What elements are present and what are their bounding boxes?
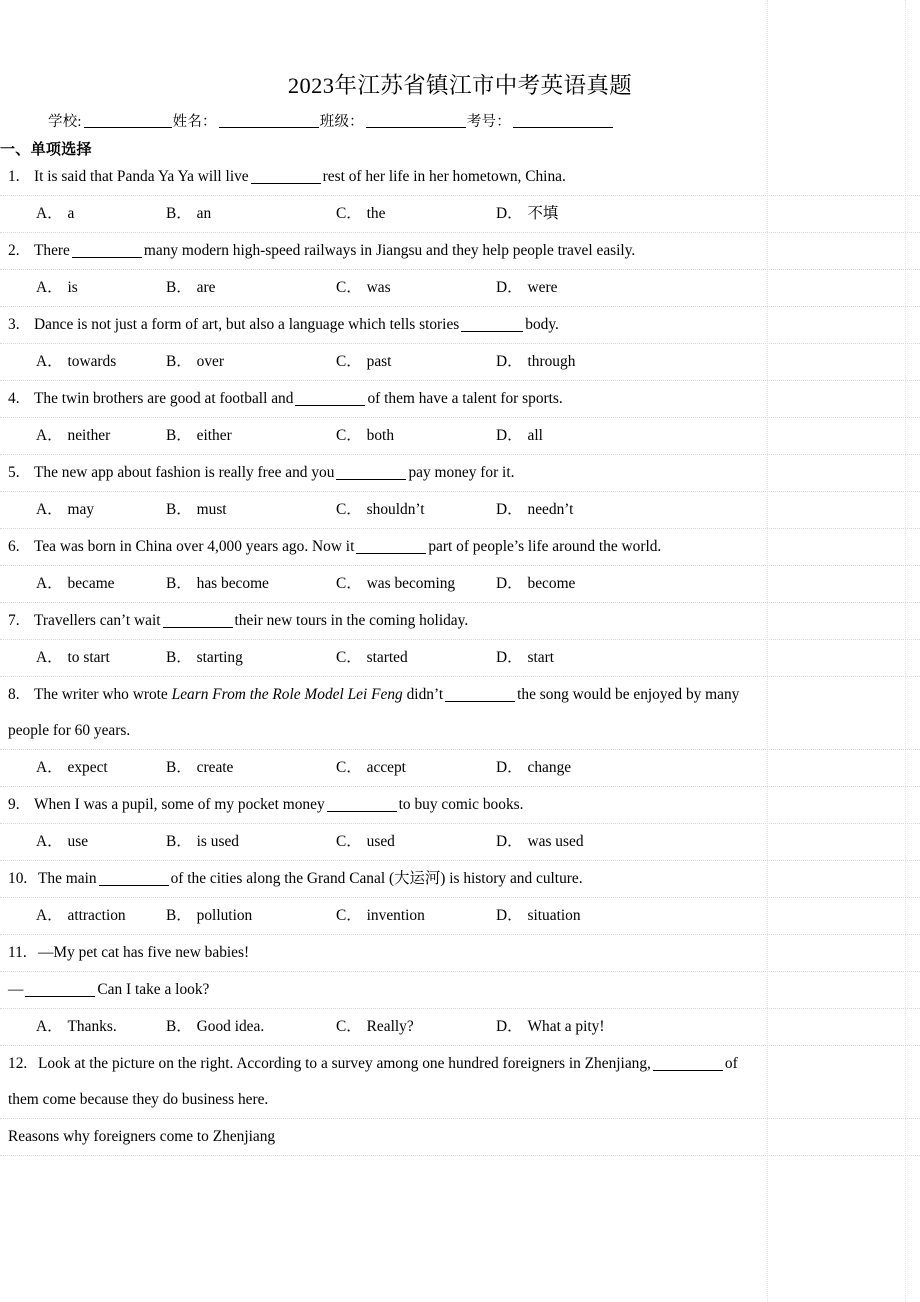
options-group bbox=[0, 344, 920, 380]
question-options-row bbox=[0, 418, 920, 455]
option-c-text: both bbox=[366, 427, 395, 444]
option-a[interactable] bbox=[36, 196, 74, 232]
question-stem-line2 bbox=[0, 972, 920, 1008]
options-group bbox=[0, 1009, 920, 1045]
option-b[interactable] bbox=[166, 750, 233, 786]
option-d-text: through bbox=[527, 353, 576, 370]
option-c[interactable] bbox=[336, 492, 425, 528]
option-b-text: must bbox=[196, 501, 227, 518]
stem-text-after: rest of her life in her hometown, China. bbox=[322, 168, 566, 185]
question-stem-row bbox=[0, 935, 920, 972]
option-b[interactable] bbox=[166, 1009, 264, 1045]
exam-number-field-label: 考号： bbox=[466, 114, 511, 130]
option-d-text: situation bbox=[527, 907, 581, 924]
option-c-label: C． bbox=[336, 205, 362, 222]
option-d-label: D． bbox=[496, 279, 523, 296]
option-c-label: C． bbox=[336, 759, 362, 776]
option-d-text: were bbox=[527, 279, 558, 296]
option-a[interactable] bbox=[36, 492, 94, 528]
question-number: 2. bbox=[8, 242, 20, 259]
question-options-row bbox=[0, 344, 920, 381]
option-a-label: A． bbox=[36, 759, 63, 776]
option-a[interactable] bbox=[36, 898, 126, 934]
option-d[interactable] bbox=[496, 270, 557, 306]
option-b[interactable] bbox=[166, 196, 211, 232]
option-d-label: D． bbox=[496, 205, 523, 222]
option-a-text: Thanks. bbox=[67, 1018, 117, 1035]
question-stem bbox=[0, 529, 920, 565]
option-b-label: B． bbox=[166, 907, 192, 924]
option-b-text: an bbox=[196, 205, 212, 222]
option-c[interactable] bbox=[336, 898, 425, 934]
option-d-label: D． bbox=[496, 649, 523, 666]
option-b[interactable] bbox=[166, 344, 224, 380]
option-a[interactable] bbox=[36, 824, 88, 860]
question-stem-row-continued bbox=[0, 972, 920, 1009]
option-b-text: pollution bbox=[196, 907, 253, 924]
option-d-text: was used bbox=[527, 833, 584, 850]
option-b-text: Good idea. bbox=[196, 1018, 265, 1035]
option-c-label: C． bbox=[336, 907, 362, 924]
question-stem-row bbox=[0, 455, 920, 492]
option-a-text: is bbox=[67, 279, 78, 296]
stem-text-after: part of people’s life around the world. bbox=[428, 538, 662, 555]
answer-blank[interactable] bbox=[445, 701, 515, 702]
option-a[interactable] bbox=[36, 344, 116, 380]
question-options-row bbox=[0, 640, 920, 677]
options-group bbox=[0, 750, 920, 786]
options-group bbox=[0, 270, 920, 306]
option-b-label: B． bbox=[166, 501, 192, 518]
option-b[interactable] bbox=[166, 640, 243, 676]
option-d[interactable] bbox=[496, 824, 584, 860]
option-b[interactable] bbox=[166, 492, 227, 528]
option-b-label: B． bbox=[166, 833, 192, 850]
option-c[interactable] bbox=[336, 344, 391, 380]
stem-text-before: Look at the picture on the right. According to a survey among one hundred foreigners in Zhenjiang, bbox=[38, 1055, 651, 1072]
stem-text-after: of them come because they do business here. bbox=[8, 1055, 738, 1108]
option-b[interactable] bbox=[166, 898, 252, 934]
option-d[interactable] bbox=[496, 566, 575, 602]
question-item bbox=[0, 603, 920, 677]
question-stem-row bbox=[0, 677, 920, 750]
option-b[interactable] bbox=[166, 418, 232, 454]
question-options-row bbox=[0, 492, 920, 529]
question-stem bbox=[0, 677, 920, 749]
question-stem bbox=[0, 603, 920, 639]
question-item bbox=[0, 307, 920, 381]
option-b-text: is used bbox=[196, 833, 239, 850]
option-d-text: change bbox=[527, 759, 572, 776]
stem-text-after: of the cities along the Grand Canal (大运河) is history and culture. bbox=[170, 870, 583, 887]
stem-text-before: —My pet cat has five new babies! bbox=[38, 944, 250, 961]
option-d-text: 不填 bbox=[527, 205, 559, 222]
stem-text-after: Can I take a look? bbox=[97, 981, 210, 998]
option-a-text: attraction bbox=[67, 907, 126, 924]
option-a[interactable] bbox=[36, 566, 115, 602]
question-options-row bbox=[0, 270, 920, 307]
question-stem-row bbox=[0, 159, 920, 196]
option-b-label: B． bbox=[166, 353, 192, 370]
question-stem bbox=[0, 381, 920, 417]
question-number: 7. bbox=[8, 612, 20, 629]
option-d[interactable] bbox=[496, 898, 581, 934]
stem-text-before: The main bbox=[38, 870, 97, 887]
class-field-blank[interactable] bbox=[366, 127, 466, 128]
stem-text-after: of them have a talent for sports. bbox=[367, 390, 563, 407]
option-d[interactable] bbox=[496, 640, 554, 676]
question-stem-row bbox=[0, 233, 920, 270]
option-c-label: C． bbox=[336, 353, 362, 370]
question-item bbox=[0, 861, 920, 935]
answer-blank[interactable] bbox=[327, 811, 397, 812]
options-group bbox=[0, 824, 920, 860]
question-number: 12. bbox=[8, 1055, 28, 1072]
option-b-label: B． bbox=[166, 575, 192, 592]
option-d[interactable] bbox=[496, 492, 573, 528]
option-a-label: A． bbox=[36, 1018, 63, 1035]
answer-blank[interactable] bbox=[25, 996, 95, 997]
answer-blank[interactable] bbox=[295, 405, 365, 406]
option-a-label: A． bbox=[36, 649, 63, 666]
option-a-label: A． bbox=[36, 833, 63, 850]
option-d-text: What a pity! bbox=[527, 1018, 605, 1035]
option-a-label: A． bbox=[36, 279, 63, 296]
dialogue-dash: — bbox=[8, 981, 24, 998]
question-options-row bbox=[0, 824, 920, 861]
option-a-label: A． bbox=[36, 575, 63, 592]
option-c[interactable] bbox=[336, 418, 394, 454]
option-c[interactable] bbox=[336, 1009, 414, 1045]
option-b-text: starting bbox=[196, 649, 243, 666]
stem-text-before: When I was a pupil, some of my pocket money bbox=[34, 796, 325, 813]
option-a-label: A． bbox=[36, 501, 63, 518]
question-stem bbox=[0, 935, 920, 971]
option-a-text: neither bbox=[67, 427, 111, 444]
stem-text-before: The twin brothers are good at football and bbox=[34, 390, 294, 407]
question-number: 4. bbox=[8, 390, 20, 407]
question-stem bbox=[0, 861, 920, 897]
option-c-text: was bbox=[366, 279, 391, 296]
question-item bbox=[0, 529, 920, 603]
option-d-label: D． bbox=[496, 575, 523, 592]
option-a-text: a bbox=[67, 205, 75, 222]
option-b-label: B． bbox=[166, 1018, 192, 1035]
stem-text-before: Travellers can’t wait bbox=[34, 612, 161, 629]
option-a-label: A． bbox=[36, 205, 63, 222]
stem-text-mid: didn’t bbox=[406, 686, 444, 703]
question-item bbox=[0, 787, 920, 861]
question-number: 3. bbox=[8, 316, 20, 333]
section-heading-multiple-choice: 一、单项选择 bbox=[0, 142, 92, 158]
stem-text-after: to buy comic books. bbox=[398, 796, 524, 813]
option-a[interactable] bbox=[36, 1009, 117, 1045]
stem-text-after: many modern high-speed railways in Jiangsu and they help people travel easily. bbox=[143, 242, 636, 259]
question-stem-row bbox=[0, 787, 920, 824]
options-group bbox=[0, 640, 920, 676]
option-c-label: C． bbox=[336, 649, 362, 666]
option-a[interactable] bbox=[36, 418, 110, 454]
question-stem-row bbox=[0, 1046, 920, 1119]
answer-blank[interactable] bbox=[336, 479, 406, 480]
option-c-text: accept bbox=[366, 759, 406, 776]
option-c[interactable] bbox=[336, 196, 385, 232]
option-c[interactable] bbox=[336, 270, 391, 306]
stem-text-before: The writer who wrote bbox=[34, 686, 168, 703]
question-stem-row bbox=[0, 861, 920, 898]
option-a-label: A． bbox=[36, 907, 63, 924]
option-b-text: either bbox=[196, 427, 232, 444]
option-b-label: B． bbox=[166, 427, 192, 444]
question-options-row bbox=[0, 750, 920, 787]
answer-blank[interactable] bbox=[356, 553, 426, 554]
stem-text-before: Dance is not just a form of art, but also a language which tells stories bbox=[34, 316, 460, 333]
option-c[interactable] bbox=[336, 640, 408, 676]
option-c-label: C． bbox=[336, 1018, 362, 1035]
question-item bbox=[0, 935, 920, 1046]
option-c[interactable] bbox=[336, 750, 406, 786]
question-item bbox=[0, 159, 920, 233]
option-c-label: C． bbox=[336, 427, 362, 444]
option-d-text: start bbox=[527, 649, 555, 666]
question-item bbox=[0, 455, 920, 529]
option-c-label: C． bbox=[336, 279, 362, 296]
option-b[interactable] bbox=[166, 824, 239, 860]
option-a[interactable] bbox=[36, 640, 110, 676]
option-a-text: towards bbox=[67, 353, 117, 370]
option-c-text: invention bbox=[366, 907, 425, 924]
question-options-row bbox=[0, 196, 920, 233]
question-stem bbox=[0, 233, 920, 269]
option-d-text: become bbox=[527, 575, 576, 592]
option-c-text: shouldn’t bbox=[366, 501, 425, 518]
figure-caption: Reasons why foreigners come to Zhenjiang bbox=[8, 1128, 276, 1145]
question-options-row bbox=[0, 566, 920, 603]
class-field-label: 班级： bbox=[319, 114, 364, 130]
question-number: 1. bbox=[8, 168, 20, 185]
option-d-text: needn’t bbox=[527, 501, 574, 518]
option-b-text: are bbox=[196, 279, 216, 296]
question-stem bbox=[0, 307, 920, 343]
option-a-text: expect bbox=[67, 759, 108, 776]
student-id-line bbox=[0, 99, 920, 131]
question-stem-row bbox=[0, 381, 920, 418]
stem-text-before: There bbox=[34, 242, 70, 259]
stem-text-after: the song would be enjoyed by many people for 60 years. bbox=[8, 686, 740, 739]
option-a-label: A． bbox=[36, 427, 63, 444]
option-d[interactable] bbox=[496, 750, 571, 786]
option-b-text: over bbox=[196, 353, 225, 370]
answer-blank[interactable] bbox=[653, 1070, 723, 1071]
option-a-text: may bbox=[67, 501, 95, 518]
question-options-row bbox=[0, 1009, 920, 1046]
stem-text-before: The new app about fashion is really free and you bbox=[34, 464, 335, 481]
question-stem bbox=[0, 787, 920, 823]
option-a-text: use bbox=[67, 833, 89, 850]
answer-blank[interactable] bbox=[72, 257, 142, 258]
question-stem bbox=[0, 159, 920, 195]
option-b[interactable] bbox=[166, 270, 215, 306]
question-stem-row bbox=[0, 307, 920, 344]
page-title: 2023年江苏省镇江市中考英语真题 bbox=[287, 73, 633, 98]
option-c-text: used bbox=[366, 833, 395, 850]
school-field-blank[interactable] bbox=[84, 127, 172, 128]
question-stem-row bbox=[0, 603, 920, 640]
answer-blank[interactable] bbox=[251, 183, 321, 184]
questions-table bbox=[0, 159, 920, 1156]
option-c-text: the bbox=[366, 205, 386, 222]
option-d-label: D． bbox=[496, 501, 523, 518]
option-b-label: B． bbox=[166, 279, 192, 296]
name-field-label: 姓名： bbox=[172, 114, 217, 130]
option-c-label: C． bbox=[336, 833, 362, 850]
option-d-label: D． bbox=[496, 833, 523, 850]
figure-caption-row bbox=[0, 1119, 920, 1156]
option-a[interactable] bbox=[36, 270, 78, 306]
question-number: 8. bbox=[8, 686, 20, 703]
exam-number-field-blank[interactable] bbox=[513, 127, 613, 128]
option-a[interactable] bbox=[36, 750, 108, 786]
question-item bbox=[0, 677, 920, 787]
option-d-text: all bbox=[527, 427, 543, 444]
option-a-text: became bbox=[67, 575, 115, 592]
school-field-label: 学校: bbox=[48, 114, 82, 130]
stem-text-after: body. bbox=[525, 316, 559, 333]
options-group bbox=[0, 492, 920, 528]
options-group bbox=[0, 566, 920, 602]
question-stem bbox=[0, 1046, 920, 1118]
options-group bbox=[0, 418, 920, 454]
question-number: 11. bbox=[8, 944, 27, 961]
question-item bbox=[0, 381, 920, 455]
option-c[interactable] bbox=[336, 566, 455, 602]
option-d-label: D． bbox=[496, 427, 523, 444]
question-number: 6. bbox=[8, 538, 20, 555]
option-c-label: C． bbox=[336, 501, 362, 518]
question-options-row bbox=[0, 898, 920, 935]
stem-text-before: It is said that Panda Ya Ya will live bbox=[34, 168, 249, 185]
question-stem bbox=[0, 455, 920, 491]
option-b-label: B． bbox=[166, 759, 192, 776]
answer-blank[interactable] bbox=[99, 885, 169, 886]
option-d[interactable] bbox=[496, 344, 575, 380]
question-stem-row bbox=[0, 529, 920, 566]
song-title-italic: Learn From the Role Model Lei Feng bbox=[171, 686, 403, 703]
question-number: 5. bbox=[8, 464, 20, 481]
option-b-label: B． bbox=[166, 205, 192, 222]
option-d-label: D． bbox=[496, 353, 523, 370]
option-d[interactable] bbox=[496, 418, 543, 454]
option-d-label: D． bbox=[496, 1018, 523, 1035]
question-item bbox=[0, 1046, 920, 1156]
option-b-text: create bbox=[196, 759, 234, 776]
option-a-label: A． bbox=[36, 353, 63, 370]
option-b-label: B． bbox=[166, 649, 192, 666]
option-d[interactable] bbox=[496, 196, 558, 232]
options-group bbox=[0, 196, 920, 232]
question-number: 9. bbox=[8, 796, 20, 813]
stem-text-after: pay money for it. bbox=[408, 464, 515, 481]
option-d[interactable] bbox=[496, 1009, 604, 1045]
option-c-label: C． bbox=[336, 575, 362, 592]
name-field-blank[interactable] bbox=[219, 127, 319, 128]
option-a-text: to start bbox=[67, 649, 110, 666]
stem-text-before: Tea was born in China over 4,000 years ago. Now it bbox=[34, 538, 355, 555]
question-number: 10. bbox=[8, 870, 28, 887]
option-d-label: D． bbox=[496, 759, 523, 776]
option-d-label: D． bbox=[496, 907, 523, 924]
option-c-text: past bbox=[366, 353, 392, 370]
option-c-text: Really? bbox=[366, 1018, 414, 1035]
option-b-text: has become bbox=[196, 575, 269, 592]
answer-blank[interactable] bbox=[163, 627, 233, 628]
option-c-text: started bbox=[366, 649, 408, 666]
option-b[interactable] bbox=[166, 566, 269, 602]
options-group bbox=[0, 898, 920, 934]
option-c-text: was becoming bbox=[366, 575, 456, 592]
question-item bbox=[0, 233, 920, 307]
option-c[interactable] bbox=[336, 824, 395, 860]
stem-text-after: their new tours in the coming holiday. bbox=[234, 612, 469, 629]
answer-blank[interactable] bbox=[461, 331, 523, 332]
